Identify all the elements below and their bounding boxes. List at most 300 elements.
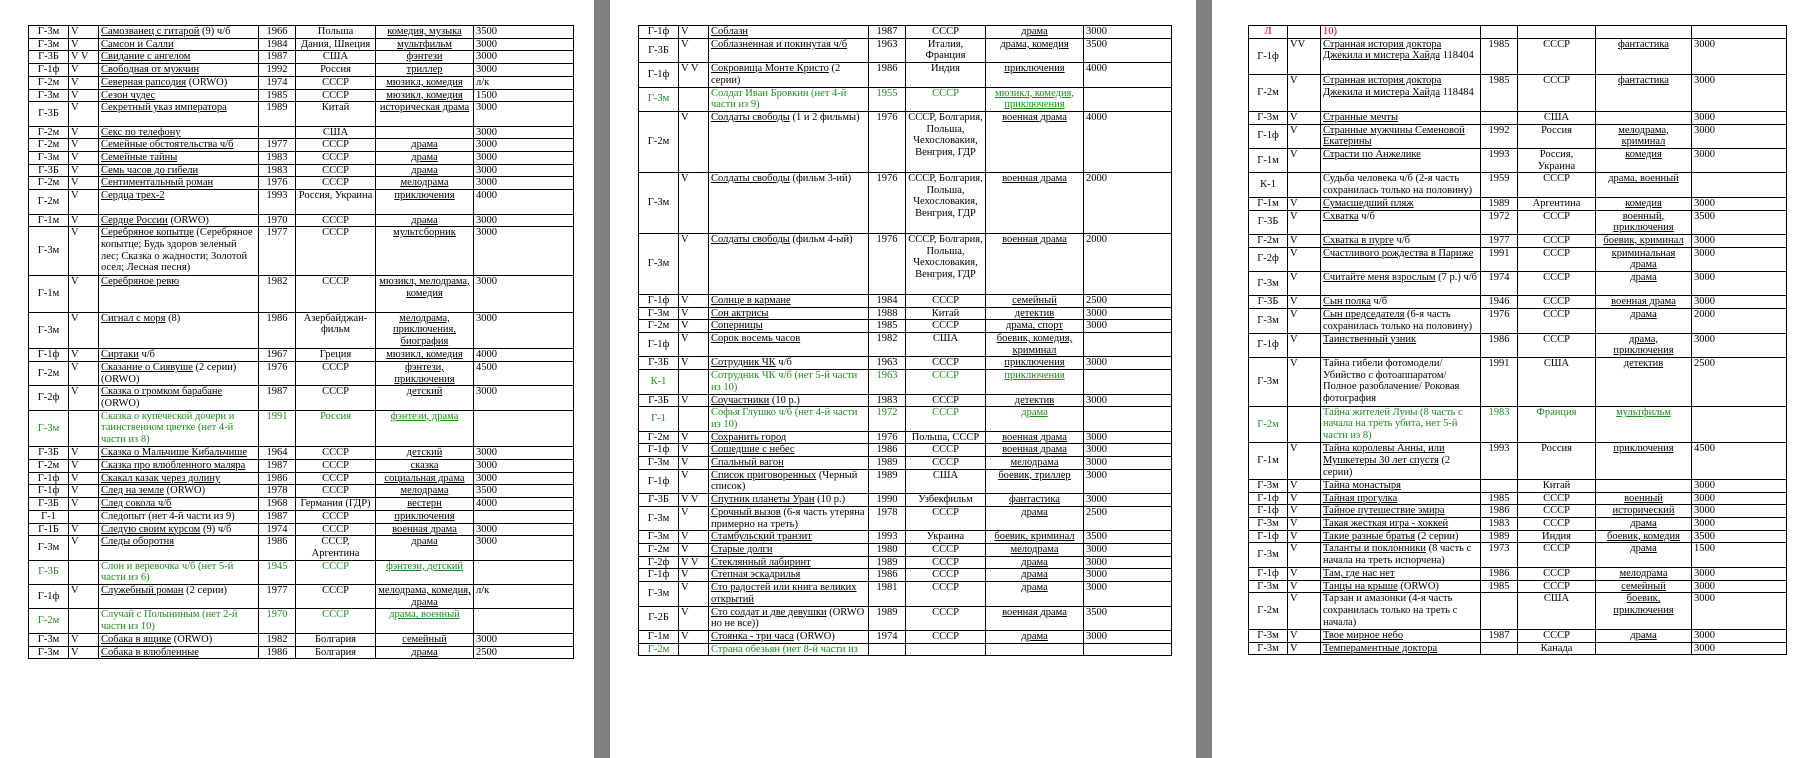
film-note: (9) ч/б: [200, 523, 232, 535]
price-cell: [1692, 26, 1787, 39]
genre-text: военная драма: [1002, 606, 1067, 618]
price-cell: 3000: [474, 447, 574, 460]
film-note: (6-я часть утеряна примерно на треть): [711, 506, 865, 530]
table-row: [1249, 210, 1787, 234]
title-cell: [709, 582, 869, 606]
genre-text: боевик, криминал: [994, 531, 1075, 543]
film-title: Сон актрисы: [711, 307, 769, 319]
shelf-code-cell: Г-2м: [639, 111, 679, 172]
genre-cell: [376, 214, 474, 227]
check-mark-cell: V: [69, 585, 99, 609]
table-row: [639, 431, 1172, 444]
film-title: Свободная от мужчин: [101, 64, 200, 76]
title-cell: [709, 543, 869, 556]
genre-cell: [376, 447, 474, 460]
genre-cell: [376, 485, 474, 498]
table-row: [639, 172, 1172, 233]
film-note: (1 и 2 фильмы): [789, 111, 860, 123]
genre-cell: [1596, 111, 1692, 124]
year-cell: 1986: [869, 569, 906, 582]
year-cell: [1481, 479, 1518, 492]
country-cell: США: [296, 126, 376, 139]
shelf-code-cell: Г-1: [639, 407, 679, 431]
check-mark-cell: V: [1288, 197, 1321, 210]
genre-cell: [986, 469, 1084, 493]
check-mark-cell: [679, 643, 709, 656]
genre-cell: [986, 172, 1084, 233]
year-cell: 1977: [259, 227, 296, 276]
price-cell: 3000: [1692, 567, 1787, 580]
genre-cell: [986, 87, 1084, 111]
check-mark-cell: V: [679, 469, 709, 493]
genre-cell: [986, 457, 1084, 470]
title-cell: [1321, 333, 1481, 357]
shelf-code-cell: Г-3м: [29, 646, 69, 659]
film-title: Список приговоренных: [711, 469, 817, 481]
table-row: [1249, 580, 1787, 593]
film-title: Солдаты свободы: [711, 233, 790, 245]
check-mark-cell: V: [69, 276, 99, 313]
film-note: ч/б: [775, 357, 792, 369]
film-title: Сошедшие с небес: [711, 444, 795, 456]
title-cell: [709, 606, 869, 630]
shelf-code-cell: Г-3м: [1249, 642, 1288, 655]
price-cell: 4500: [474, 361, 574, 385]
genre-text: мультфильм: [1616, 406, 1671, 418]
table-row: [1249, 567, 1787, 580]
shelf-code-cell: Г-2м: [1249, 234, 1288, 247]
check-mark-cell: V: [679, 543, 709, 556]
table-row: [29, 633, 574, 646]
genre-text: драма, военный: [1608, 173, 1679, 185]
title-cell: [99, 102, 259, 126]
genre-cell: [986, 569, 1084, 582]
shelf-code-cell: Г-3м: [1249, 111, 1288, 124]
year-cell: 1976: [259, 361, 296, 385]
check-mark-cell: V: [69, 523, 99, 536]
title-cell: [709, 457, 869, 470]
genre-cell: [986, 26, 1084, 39]
country-cell: СССР: [906, 407, 986, 431]
year-cell: [869, 643, 906, 656]
country-cell: СССР: [906, 87, 986, 111]
genre-text: фэнтези, драма: [390, 410, 459, 422]
genre-text: военный, приключения: [1613, 210, 1674, 234]
genre-cell: [376, 26, 474, 39]
title-cell: [1321, 543, 1481, 567]
table-row: [1249, 593, 1787, 630]
price-cell: 3000: [1692, 593, 1787, 630]
year-cell: 1987: [259, 386, 296, 410]
genre-cell: [986, 394, 1084, 407]
check-mark-cell: [679, 87, 709, 111]
genre-cell: [986, 543, 1084, 556]
title-cell: [99, 523, 259, 536]
genre-text: приключения: [394, 510, 455, 522]
country-cell: Индия: [906, 63, 986, 87]
price-cell: 3000: [1084, 630, 1172, 643]
title-cell: [709, 643, 869, 656]
check-mark-cell: V: [1288, 505, 1321, 518]
table-row: [29, 126, 574, 139]
genre-cell: [1596, 272, 1692, 296]
shelf-code-cell: Г-1м: [1249, 197, 1288, 210]
year-cell: 1982: [259, 276, 296, 313]
table-row: [639, 111, 1172, 172]
film-note: Слон и веревочка ч/б (нет 5-й части из 6): [101, 560, 234, 584]
title-cell: [709, 320, 869, 333]
shelf-code-cell: Г-1ф: [1249, 124, 1288, 148]
film-note: (2 серии) (ORWO): [101, 361, 237, 385]
country-cell: СССР, Аргентина: [296, 536, 376, 560]
year-cell: 1988: [869, 307, 906, 320]
genre-cell: [376, 51, 474, 64]
table-row: [639, 407, 1172, 431]
film-note: Страна обезьян (нет 8-й части из: [711, 643, 858, 655]
film-title: Секретный указ императора: [101, 102, 227, 114]
genre-cell: [376, 89, 474, 102]
table-row: [639, 233, 1172, 294]
table-row: [639, 394, 1172, 407]
shelf-code-cell: Г-3м: [639, 172, 679, 233]
film-table: [1248, 25, 1787, 655]
table-row: [29, 410, 574, 447]
shelf-code-cell: Г-3м: [1249, 580, 1288, 593]
title-cell: [709, 506, 869, 530]
price-cell: 3000: [474, 139, 574, 152]
price-cell: 3500: [1692, 210, 1787, 234]
table-row: [29, 177, 574, 190]
country-cell: СССР: [296, 585, 376, 609]
genre-text: фэнтези, приключения: [394, 361, 455, 385]
genre-cell: [376, 312, 474, 349]
film-title: Считайте меня взрослым: [1323, 272, 1436, 284]
shelf-code-cell: Г-3м: [29, 26, 69, 39]
price-cell: 3000: [1692, 149, 1787, 173]
shelf-code-cell: Г-3м: [639, 582, 679, 606]
check-mark-cell: V: [679, 111, 709, 172]
film-title: Следы оборотня: [101, 536, 175, 548]
country-cell: СССР: [296, 609, 376, 633]
genre-cell: [376, 126, 474, 139]
year-cell: 1993: [259, 190, 296, 214]
shelf-code-cell: Г-1ф: [29, 349, 69, 362]
table-row: [1249, 333, 1787, 357]
country-cell: СССР: [906, 444, 986, 457]
price-cell: 3500: [474, 26, 574, 39]
country-cell: СССР: [296, 227, 376, 276]
genre-text: мелодрама, комедия, драма: [378, 585, 471, 608]
year-cell: 1966: [259, 26, 296, 39]
film-title: Сердце России: [101, 214, 168, 226]
price-cell: 4000: [474, 190, 574, 214]
film-note: (8): [165, 312, 181, 324]
price-cell: [1692, 406, 1787, 443]
genre-text: драма: [1630, 309, 1657, 321]
film-title: След сокола ч/б: [101, 498, 172, 510]
title-cell: [1321, 111, 1481, 124]
check-mark-cell: V: [69, 177, 99, 190]
country-cell: [906, 643, 986, 656]
price-cell: 3000: [1084, 569, 1172, 582]
title-cell: [709, 431, 869, 444]
price-cell: 3000: [474, 102, 574, 126]
genre-text: драма, приключения: [1613, 333, 1674, 357]
country-cell: Польша: [296, 26, 376, 39]
check-mark-cell: V V: [679, 556, 709, 569]
country-cell: СССР: [1518, 75, 1596, 112]
genre-cell: [376, 633, 474, 646]
title-cell: [99, 410, 259, 447]
shelf-code-cell: Г-2м: [29, 190, 69, 214]
film-note: (6-я часть сохранилась только на половину): [1323, 309, 1473, 332]
country-cell: СССР: [906, 357, 986, 370]
shelf-code-cell: К-1: [639, 370, 679, 394]
price-cell: 3000: [1692, 272, 1787, 296]
year-cell: 1987: [259, 510, 296, 523]
shelf-code-cell: Г-3м: [1249, 629, 1288, 642]
price-cell: 3000: [474, 633, 574, 646]
title-cell: [1321, 296, 1481, 309]
table-row: [639, 469, 1172, 493]
year-cell: 1983: [259, 164, 296, 177]
film-note: Случай с Полыниным (нет 2-й части из 10): [101, 609, 238, 633]
year-cell: 1989: [1481, 197, 1518, 210]
film-title: Степная эскадрилья: [711, 569, 801, 581]
table-row: [29, 386, 574, 410]
year-cell: 1976: [1481, 309, 1518, 333]
genre-cell: [376, 38, 474, 51]
country-cell: [1518, 26, 1596, 39]
film-note: (2 серии): [183, 585, 227, 597]
table-row: [639, 320, 1172, 333]
film-note: Сказка о купеческой дочери и таинственном цветке (нет 4-й части из 8): [101, 410, 235, 446]
title-cell: [99, 64, 259, 77]
genre-cell: [986, 630, 1084, 643]
shelf-code-cell: Г-1ф: [1249, 530, 1288, 543]
title-cell: [99, 51, 259, 64]
film-title: Служебный роман: [101, 585, 184, 597]
film-note: ч/б: [1358, 210, 1375, 222]
genre-cell: [986, 320, 1084, 333]
table-row: [1249, 173, 1787, 197]
film-title: Секс по телефону: [101, 126, 181, 138]
check-mark-cell: V: [679, 233, 709, 294]
shelf-code-cell: Г-3м: [639, 506, 679, 530]
genre-cell: [376, 227, 474, 276]
year-cell: 1989: [869, 469, 906, 493]
country-cell: Италия, Франция: [906, 38, 986, 62]
film-note: (10 р.): [769, 394, 800, 406]
table-row: [1249, 357, 1787, 406]
shelf-code-cell: Г-1м: [639, 630, 679, 643]
document-page-2: [610, 0, 1196, 758]
check-mark-cell: V: [1288, 296, 1321, 309]
check-mark-cell: V: [69, 190, 99, 214]
genre-text: мюзикл, мелодрама, комедия: [379, 276, 470, 299]
genre-cell: [376, 560, 474, 584]
country-cell: Греция: [296, 349, 376, 362]
check-mark-cell: V: [1288, 210, 1321, 234]
check-mark-cell: V: [1288, 149, 1321, 173]
genre-text: приключения: [394, 190, 455, 202]
year-cell: 1970: [259, 609, 296, 633]
table-row: [1249, 26, 1787, 39]
genre-text: драма: [1021, 630, 1048, 642]
table-row: [1249, 629, 1787, 642]
table-row: [29, 560, 574, 584]
table-row: [639, 543, 1172, 556]
genre-cell: [986, 333, 1084, 357]
price-cell: 2500: [1084, 506, 1172, 530]
film-title: Соучастники: [711, 394, 770, 406]
title-cell: [709, 63, 869, 87]
genre-text: семейный: [1012, 294, 1057, 306]
price-cell: 3000: [1692, 296, 1787, 309]
check-mark-cell: V V: [69, 51, 99, 64]
price-cell: 2500: [474, 646, 574, 659]
shelf-code-cell: Г-3м: [1249, 272, 1288, 296]
check-mark-cell: [69, 560, 99, 584]
film-title: Собака в ящике: [101, 633, 172, 645]
price-cell: 3000: [1692, 629, 1787, 642]
title-cell: [99, 214, 259, 227]
shelf-code-cell: Г-1ф: [29, 64, 69, 77]
check-mark-cell: V: [1288, 333, 1321, 357]
shelf-code-cell: Г-2м: [639, 320, 679, 333]
table-row: [29, 227, 574, 276]
genre-cell: [376, 472, 474, 485]
genre-text: триллер: [406, 64, 443, 76]
shelf-code-cell: Г-1ф: [29, 472, 69, 485]
film-title: Тайна королевы Анны, или Мушкетеры 30 лет спустя: [1323, 443, 1445, 467]
genre-text: мюзикл, комедия, приключения: [994, 87, 1075, 111]
film-title: Самозванец с гитарой: [101, 26, 200, 37]
title-cell: [1321, 443, 1481, 480]
check-mark-cell: V: [69, 26, 99, 39]
year-cell: 1991: [1481, 357, 1518, 406]
genre-cell: [1596, 234, 1692, 247]
film-note: (ORWO): [164, 485, 206, 497]
year-cell: 1985: [1481, 492, 1518, 505]
genre-text: военная драма: [1002, 172, 1067, 184]
shelf-code-cell: Г-3Б: [29, 498, 69, 511]
film-title: Схватка в пурге: [1323, 234, 1394, 246]
check-mark-cell: V: [69, 485, 99, 498]
title-cell: [1321, 580, 1481, 593]
year-cell: 1982: [259, 633, 296, 646]
country-cell: СССР: [1518, 567, 1596, 580]
genre-cell: [1596, 210, 1692, 234]
genre-text: драма: [1630, 272, 1657, 284]
genre-text: социальная драма: [384, 472, 465, 484]
check-mark-cell: V: [69, 139, 99, 152]
title-cell: [709, 87, 869, 111]
genre-cell: [1596, 443, 1692, 480]
check-mark-cell: V: [1288, 234, 1321, 247]
table-row: [29, 361, 574, 385]
film-title: Странная история доктора Джекила и мистера Хайда: [1323, 75, 1442, 98]
table-row: [1249, 406, 1787, 443]
table-row: [29, 312, 574, 349]
country-cell: СССР: [1518, 629, 1596, 642]
genre-text: военная драма: [1002, 444, 1067, 456]
country-cell: СССР: [296, 523, 376, 536]
film-title: Сорок восемь часов: [711, 333, 801, 345]
genre-cell: [986, 444, 1084, 457]
year-cell: 1992: [259, 64, 296, 77]
shelf-code-cell: Г-3м: [29, 536, 69, 560]
film-title: Странная история доктора Джекила и мистера Хайда: [1323, 38, 1442, 62]
country-cell: СССР: [1518, 580, 1596, 593]
year-cell: [1481, 26, 1518, 39]
check-mark-cell: V: [69, 498, 99, 511]
check-mark-cell: V: [679, 333, 709, 357]
genre-text: военная драма: [1002, 431, 1067, 443]
year-cell: 1987: [869, 26, 906, 39]
check-mark-cell: V: [69, 460, 99, 473]
year-cell: 1983: [259, 152, 296, 165]
check-mark-cell: V: [679, 172, 709, 233]
shelf-code-cell: Г-3Б: [29, 102, 69, 126]
price-cell: 3000: [474, 276, 574, 313]
table-row: [29, 102, 574, 126]
genre-cell: [986, 582, 1084, 606]
shelf-code-cell: Г-3Б: [639, 394, 679, 407]
table-row: [29, 585, 574, 609]
year-cell: 1989: [869, 556, 906, 569]
genre-text: военный: [1624, 492, 1663, 504]
film-note: 10): [1323, 26, 1337, 37]
shelf-code-cell: Г-3м: [29, 152, 69, 165]
check-mark-cell: V: [1288, 272, 1321, 296]
check-mark-cell: V: [679, 307, 709, 320]
genre-text: драма, военный: [389, 609, 460, 621]
genre-cell: [1596, 642, 1692, 655]
genre-cell: [376, 190, 474, 214]
title-cell: [1321, 210, 1481, 234]
film-title: Сказка о Мальчише Кибальчише: [101, 447, 248, 459]
genre-text: драма: [1021, 556, 1048, 568]
year-cell: 1959: [1481, 173, 1518, 197]
film-title: Темпераментные доктора: [1323, 642, 1438, 654]
year-cell: 1991: [1481, 247, 1518, 271]
film-title: Странные мечты: [1323, 111, 1399, 123]
title-cell: [99, 76, 259, 89]
shelf-code-cell: Г-1ф: [639, 569, 679, 582]
genre-text: драма: [1630, 629, 1657, 641]
genre-text: драма: [411, 214, 438, 226]
year-cell: 1989: [1481, 530, 1518, 543]
country-cell: США: [906, 469, 986, 493]
genre-text: драма: [1630, 518, 1657, 530]
genre-text: боевик, комедия: [1607, 530, 1680, 542]
table-row: [29, 498, 574, 511]
film-title: Там, где нас нет: [1323, 567, 1395, 579]
film-title: Соблазн: [711, 26, 749, 37]
film-note: Тайна гибели фотомодели/ Убийство с фотоаппаратом/ Полное разоблачение/ Роковая фотография: [1323, 357, 1460, 405]
film-title: Семь часов до гибели: [101, 164, 199, 176]
genre-text: фантастика: [1618, 75, 1669, 87]
table-row: [1249, 479, 1787, 492]
genre-text: приключения: [1004, 370, 1065, 382]
check-mark-cell: V: [69, 64, 99, 77]
check-mark-cell: V: [1288, 111, 1321, 124]
price-cell: 3000: [1692, 505, 1787, 518]
year-cell: 1978: [259, 485, 296, 498]
film-note: (7 р.) ч/б: [1435, 272, 1478, 284]
check-mark-cell: [679, 370, 709, 394]
